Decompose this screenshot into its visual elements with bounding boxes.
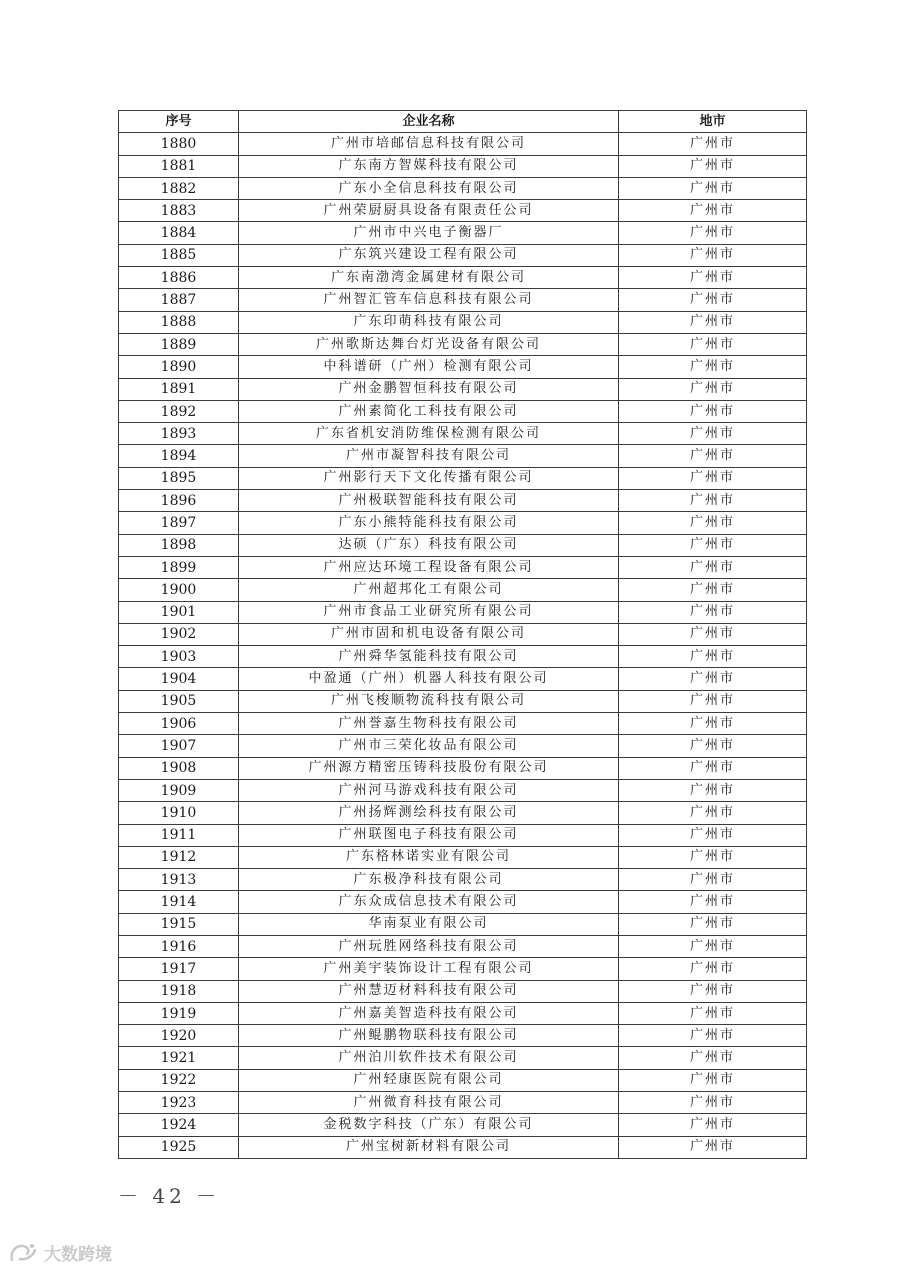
row-city: 广州市 [619,779,807,801]
row-city: 广州市 [619,200,807,222]
row-city: 广州市 [619,846,807,868]
row-company-name: 广州市培邮信息科技有限公司 [239,133,619,155]
table-row [119,913,807,935]
row-company-name: 金税数字科技（广东）有限公司 [239,1114,619,1136]
row-serial-number: 1916 [119,935,239,957]
table-row [119,713,807,735]
row-city: 广州市 [619,423,807,445]
row-company-name: 广州慧迈材料科技有限公司 [239,980,619,1002]
row-serial-number: 1907 [119,735,239,757]
table-row [119,1136,807,1158]
table-row [119,1002,807,1024]
row-city: 广州市 [619,1047,807,1069]
table-row [119,757,807,779]
row-city: 广州市 [619,1002,807,1024]
row-city: 广州市 [619,512,807,534]
row-company-name: 广州河马游戏科技有限公司 [239,779,619,801]
row-serial-number: 1910 [119,802,239,824]
row-company-name: 广州应达环境工程设备有限公司 [239,556,619,578]
table-row [119,980,807,1002]
row-serial-number: 1900 [119,579,239,601]
row-serial-number: 1897 [119,512,239,534]
table-header-row [119,111,807,133]
row-city: 广州市 [619,958,807,980]
row-serial-number: 1914 [119,891,239,913]
row-city: 广州市 [619,267,807,289]
row-company-name: 广东小熊特能科技有限公司 [239,512,619,534]
header-city: 地市 [619,111,807,133]
table-row [119,601,807,623]
watermark-text: 大数跨境 [44,1245,112,1265]
row-company-name: 广州飞梭顺物流科技有限公司 [239,690,619,712]
row-city: 广州市 [619,534,807,556]
row-serial-number: 1887 [119,289,239,311]
row-serial-number: 1909 [119,779,239,801]
row-city: 广州市 [619,1069,807,1091]
row-company-name: 广东筑兴建设工程有限公司 [239,244,619,266]
row-company-name: 广州超邦化工有限公司 [239,579,619,601]
row-serial-number: 1899 [119,556,239,578]
row-city: 广州市 [619,913,807,935]
row-company-name: 广东格林诺实业有限公司 [239,846,619,868]
row-city: 广州市 [619,378,807,400]
row-company-name: 广州扬辉测绘科技有限公司 [239,802,619,824]
table-row [119,311,807,333]
row-company-name: 广州微育科技有限公司 [239,1092,619,1114]
row-city: 广州市 [619,155,807,177]
table-row [119,735,807,757]
row-company-name: 广州市固和机电设备有限公司 [239,623,619,645]
row-company-name: 广州美宇装饰设计工程有限公司 [239,958,619,980]
row-city: 广州市 [619,735,807,757]
row-city: 广州市 [619,802,807,824]
row-serial-number: 1922 [119,1069,239,1091]
row-serial-number: 1896 [119,490,239,512]
row-serial-number: 1880 [119,133,239,155]
row-company-name: 广州市中兴电子衡器厂 [239,222,619,244]
row-serial-number: 1921 [119,1047,239,1069]
row-city: 广州市 [619,490,807,512]
table-row [119,133,807,155]
row-serial-number: 1904 [119,668,239,690]
table-row [119,869,807,891]
table-row [119,490,807,512]
row-company-name: 广州金鹏智恒科技有限公司 [239,378,619,400]
row-city: 广州市 [619,690,807,712]
row-city: 广州市 [619,356,807,378]
row-serial-number: 1917 [119,958,239,980]
table-row [119,289,807,311]
row-serial-number: 1925 [119,1136,239,1158]
table-row [119,1069,807,1091]
row-city: 广州市 [619,467,807,489]
company-table-container [118,110,806,1159]
row-city: 广州市 [619,177,807,199]
row-city: 广州市 [619,289,807,311]
row-company-name: 广东省机安消防维保检测有限公司 [239,423,619,445]
row-serial-number: 1908 [119,757,239,779]
row-company-name: 广州极联智能科技有限公司 [239,490,619,512]
table-row [119,512,807,534]
row-company-name: 广东众成信息技术有限公司 [239,891,619,913]
row-city: 广州市 [619,601,807,623]
table-row [119,534,807,556]
row-city: 广州市 [619,244,807,266]
row-city: 广州市 [619,757,807,779]
table-row [119,690,807,712]
row-serial-number: 1883 [119,200,239,222]
watermark [8,1240,112,1265]
row-serial-number: 1905 [119,690,239,712]
table-row [119,802,807,824]
row-company-name: 广州市凝智科技有限公司 [239,445,619,467]
row-company-name: 中科谱研（广州）检测有限公司 [239,356,619,378]
row-company-name: 广州誉嘉生物科技有限公司 [239,713,619,735]
header-company-name: 企业名称 [239,111,619,133]
row-serial-number: 1895 [119,467,239,489]
table-row [119,935,807,957]
header-serial-number: 序号 [119,111,239,133]
row-city: 广州市 [619,668,807,690]
table-row [119,222,807,244]
row-serial-number: 1894 [119,445,239,467]
table-row [119,891,807,913]
logo-icon [8,1242,38,1264]
table-row [119,1047,807,1069]
row-company-name: 广州素简化工科技有限公司 [239,400,619,422]
table-row [119,155,807,177]
row-serial-number: 1913 [119,869,239,891]
table-row [119,333,807,355]
row-company-name: 达硕（广东）科技有限公司 [239,534,619,556]
table-row [119,824,807,846]
row-company-name: 中盈通（广州）机器人科技有限公司 [239,668,619,690]
row-city: 广州市 [619,333,807,355]
table-row [119,646,807,668]
table-body [119,133,807,1159]
row-company-name: 广州嘉美智造科技有限公司 [239,1002,619,1024]
row-company-name: 广东印萌科技有限公司 [239,311,619,333]
row-company-name: 广州轻康医院有限公司 [239,1069,619,1091]
table-row [119,846,807,868]
row-serial-number: 1886 [119,267,239,289]
row-city: 广州市 [619,980,807,1002]
row-city: 广州市 [619,891,807,913]
table-row [119,668,807,690]
row-company-name: 广州市食品工业研究所有限公司 [239,601,619,623]
table-row [119,356,807,378]
row-serial-number: 1920 [119,1025,239,1047]
row-company-name: 广州智汇管车信息科技有限公司 [239,289,619,311]
row-city: 广州市 [619,869,807,891]
row-city: 广州市 [619,713,807,735]
table-row [119,423,807,445]
row-serial-number: 1901 [119,601,239,623]
row-company-name: 广州舜华氢能科技有限公司 [239,646,619,668]
row-company-name: 华南泵业有限公司 [239,913,619,935]
table-row [119,400,807,422]
company-table [118,110,807,1159]
table-row [119,779,807,801]
row-serial-number: 1902 [119,623,239,645]
table-row [119,1114,807,1136]
row-city: 广州市 [619,1136,807,1158]
row-serial-number: 1906 [119,713,239,735]
row-serial-number: 1888 [119,311,239,333]
row-serial-number: 1912 [119,846,239,868]
row-serial-number: 1884 [119,222,239,244]
row-company-name: 广州歌斯达舞台灯光设备有限公司 [239,333,619,355]
row-company-name: 广州泊川软件技术有限公司 [239,1047,619,1069]
row-company-name: 广东南渤湾金属建材有限公司 [239,267,619,289]
table-row [119,579,807,601]
table-row [119,445,807,467]
row-serial-number: 1891 [119,378,239,400]
row-city: 广州市 [619,311,807,333]
row-serial-number: 1890 [119,356,239,378]
row-serial-number: 1915 [119,913,239,935]
row-company-name: 广州荣厨厨具设备有限责任公司 [239,200,619,222]
row-company-name: 广东极净科技有限公司 [239,869,619,891]
table-row [119,244,807,266]
row-company-name: 广州玩胜网络科技有限公司 [239,935,619,957]
table-row [119,1025,807,1047]
row-city: 广州市 [619,646,807,668]
row-city: 广州市 [619,935,807,957]
page-number: － 42 － [118,1184,221,1208]
row-serial-number: 1923 [119,1092,239,1114]
table-row [119,177,807,199]
row-serial-number: 1903 [119,646,239,668]
table-row [119,623,807,645]
row-serial-number: 1885 [119,244,239,266]
row-serial-number: 1924 [119,1114,239,1136]
row-serial-number: 1898 [119,534,239,556]
row-city: 广州市 [619,222,807,244]
row-city: 广州市 [619,133,807,155]
table-row [119,200,807,222]
row-city: 广州市 [619,1092,807,1114]
table-row [119,556,807,578]
table-row [119,467,807,489]
row-serial-number: 1919 [119,1002,239,1024]
row-city: 广州市 [619,400,807,422]
row-serial-number: 1889 [119,333,239,355]
row-city: 广州市 [619,824,807,846]
row-serial-number: 1892 [119,400,239,422]
row-city: 广州市 [619,556,807,578]
row-city: 广州市 [619,1025,807,1047]
row-city: 广州市 [619,579,807,601]
table-row [119,267,807,289]
table-row [119,1092,807,1114]
row-company-name: 广州宝树新材料有限公司 [239,1136,619,1158]
row-serial-number: 1882 [119,177,239,199]
row-company-name: 广东小全信息科技有限公司 [239,177,619,199]
row-company-name: 广州市三荣化妆品有限公司 [239,735,619,757]
table-row [119,378,807,400]
table-row [119,958,807,980]
row-company-name: 广州影行天下文化传播有限公司 [239,467,619,489]
row-company-name: 广州联图电子科技有限公司 [239,824,619,846]
row-serial-number: 1918 [119,980,239,1002]
row-city: 广州市 [619,1114,807,1136]
row-company-name: 广州源方精密压铸科技股份有限公司 [239,757,619,779]
row-city: 广州市 [619,445,807,467]
row-serial-number: 1893 [119,423,239,445]
row-city: 广州市 [619,623,807,645]
row-serial-number: 1881 [119,155,239,177]
row-company-name: 广州鲲鹏物联科技有限公司 [239,1025,619,1047]
row-serial-number: 1911 [119,824,239,846]
row-company-name: 广东南方智媒科技有限公司 [239,155,619,177]
